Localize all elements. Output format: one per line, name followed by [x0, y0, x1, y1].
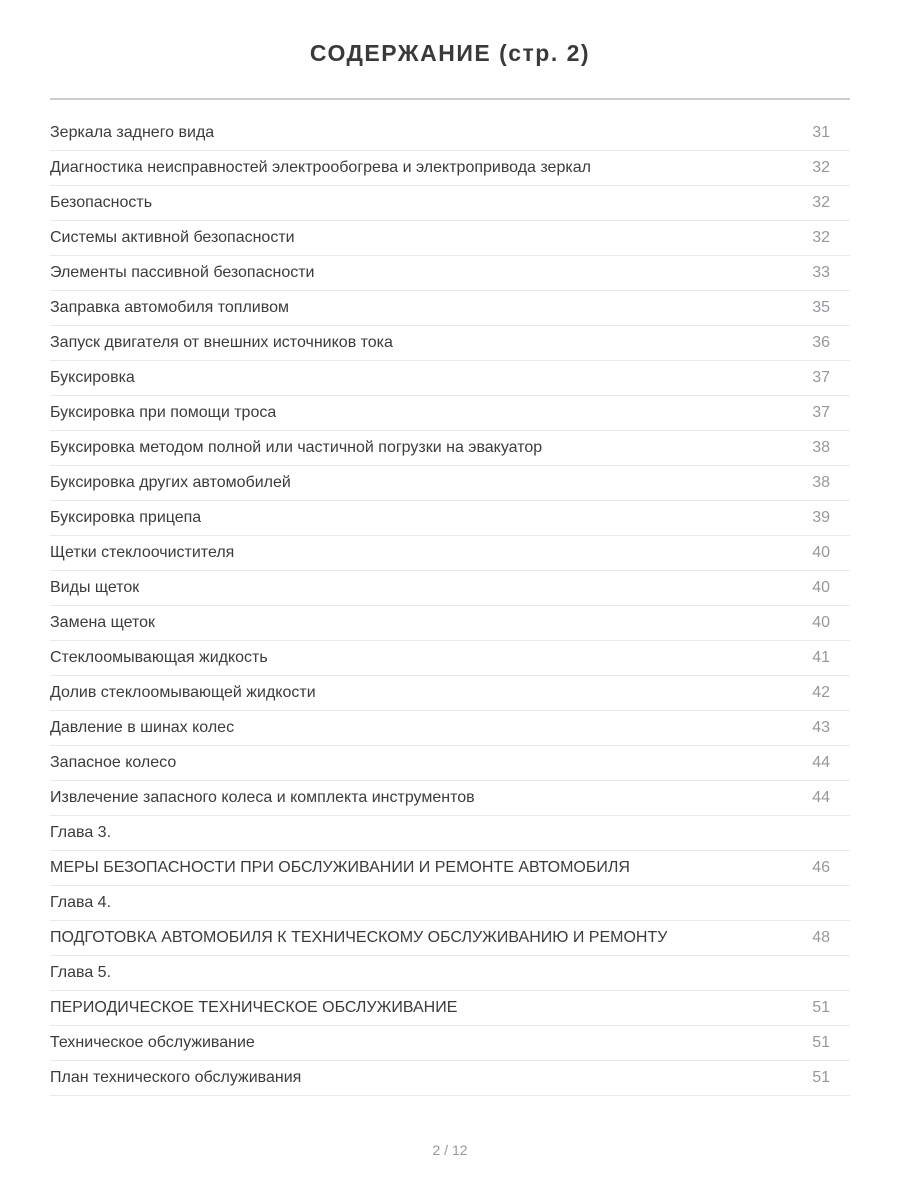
toc-entry-label: Буксировка методом полной или частичной погрузки на эвакуатор — [50, 439, 543, 456]
toc-entry-label: Глава 5. — [50, 964, 112, 981]
toc-entry[interactable] — [50, 921, 850, 956]
page-title: СОДЕРЖАНИЕ (стр. 2) — [309, 40, 591, 66]
toc-entry-label: МЕРЫ БЕЗОПАСНОСТИ ПРИ ОБСЛУЖИВАНИИ И РЕМОНТЕ АВТОМОБИЛЯ — [50, 859, 630, 876]
toc-entry[interactable] — [50, 886, 850, 921]
toc-content — [50, 0, 850, 1096]
toc-entry-page: 36 — [812, 334, 830, 351]
toc-entry[interactable] — [50, 816, 850, 851]
toc-entry-label: Щетки стеклоочистителя — [50, 544, 235, 561]
toc-entry-page: 32 — [812, 229, 830, 246]
toc-entry-label: ПЕРИОДИЧЕСКОЕ ТЕХНИЧЕСКОЕ ОБСЛУЖИВАНИЕ — [50, 999, 458, 1016]
toc-entry[interactable] — [50, 641, 850, 676]
toc-entry-label: Диагностика неисправностей электрообогрева и электропривода зеркал — [50, 159, 591, 176]
toc-entry-label: Глава 4. — [50, 894, 112, 911]
toc-entry-page: 40 — [812, 614, 830, 631]
toc-entry[interactable] — [50, 431, 850, 466]
toc-entry[interactable] — [50, 186, 850, 221]
toc-entry-page: 42 — [812, 684, 830, 701]
toc-entry-page: 39 — [812, 509, 830, 526]
toc-entry-page: 38 — [812, 439, 830, 456]
toc-entry-page: 37 — [812, 369, 830, 386]
toc-entry[interactable] — [50, 116, 850, 151]
toc-entry-page: 51 — [812, 999, 830, 1016]
toc-entry-page: 41 — [812, 649, 830, 666]
toc-entry[interactable] — [50, 746, 850, 781]
toc-entry[interactable] — [50, 221, 850, 256]
toc-entry-label: Замена щеток — [50, 614, 156, 631]
toc-entry-page: 40 — [812, 544, 830, 561]
toc-entry-label: Запуск двигателя от внешних источников тока — [50, 334, 393, 351]
toc-entry-label: Стеклоомывающая жидкость — [50, 649, 268, 666]
toc-entry[interactable] — [50, 536, 850, 571]
toc-entry-page: 44 — [812, 789, 830, 806]
toc-entry-label: Извлечение запасного колеса и комплекта инструментов — [50, 789, 475, 806]
toc-entry[interactable] — [50, 396, 850, 431]
toc-list — [50, 116, 850, 1096]
toc-entry[interactable] — [50, 256, 850, 291]
toc-entry-page: 31 — [812, 124, 830, 141]
toc-entry-label: Безопасность — [50, 194, 153, 211]
toc-entry[interactable] — [50, 676, 850, 711]
toc-entry[interactable] — [50, 151, 850, 186]
toc-entry-label: Элементы пассивной безопасности — [50, 264, 315, 281]
toc-entry-label: Запасное колесо — [50, 754, 177, 771]
toc-entry[interactable] — [50, 1061, 850, 1096]
toc-entry[interactable] — [50, 291, 850, 326]
toc-entry-label: Глава 3. — [50, 824, 112, 841]
toc-entry-page: 32 — [812, 159, 830, 176]
toc-entry-label: ПОДГОТОВКА АВТОМОБИЛЯ К ТЕХНИЧЕСКОМУ ОБСЛУЖИВАНИЮ И РЕМОНТУ — [50, 929, 668, 946]
toc-entry-page: 35 — [812, 299, 830, 316]
page-indicator: 2 / 12 — [432, 1142, 468, 1158]
toc-entry-label: Буксировка других автомобилей — [50, 474, 291, 491]
toc-entry-label: Системы активной безопасности — [50, 229, 295, 246]
toc-entry-page: 38 — [812, 474, 830, 491]
toc-entry[interactable] — [50, 991, 850, 1026]
toc-entry-label: Техническое обслуживание — [50, 1034, 255, 1051]
toc-entry-label: Заправка автомобиля топливом — [50, 299, 289, 316]
toc-entry[interactable] — [50, 851, 850, 886]
toc-entry[interactable] — [50, 571, 850, 606]
toc-entry-page: 48 — [812, 929, 830, 946]
toc-entry[interactable] — [50, 501, 850, 536]
toc-entry-page: 43 — [812, 719, 830, 736]
toc-entry-page: 44 — [812, 754, 830, 771]
toc-entry[interactable] — [50, 956, 850, 991]
toc-entry-label: Давление в шинах колес — [50, 719, 235, 736]
toc-entry[interactable] — [50, 326, 850, 361]
toc-entry-page: 46 — [812, 859, 830, 876]
toc-entry-page: 33 — [812, 264, 830, 281]
toc-entry[interactable] — [50, 711, 850, 746]
toc-entry-page: 40 — [812, 579, 830, 596]
toc-entry-label: Буксировка при помощи троса — [50, 404, 277, 421]
toc-entry-label: Долив стеклоомывающей жидкости — [50, 684, 316, 701]
toc-entry-label: Зеркала заднего вида — [50, 124, 215, 141]
toc-entry[interactable] — [50, 466, 850, 501]
title-divider — [50, 98, 850, 100]
toc-entry-label: Буксировка прицепа — [50, 509, 202, 526]
toc-entry[interactable] — [50, 361, 850, 396]
toc-entry-label: План технического обслуживания — [50, 1069, 302, 1086]
toc-entry-page: 51 — [812, 1069, 830, 1086]
toc-entry[interactable] — [50, 606, 850, 641]
toc-entry[interactable] — [50, 1026, 850, 1061]
toc-entry-label: Виды щеток — [50, 579, 140, 596]
toc-entry-page: 37 — [812, 404, 830, 421]
toc-entry-label: Буксировка — [50, 369, 135, 386]
toc-entry[interactable] — [50, 781, 850, 816]
toc-entry-page: 51 — [812, 1034, 830, 1051]
toc-entry-page: 32 — [812, 194, 830, 211]
